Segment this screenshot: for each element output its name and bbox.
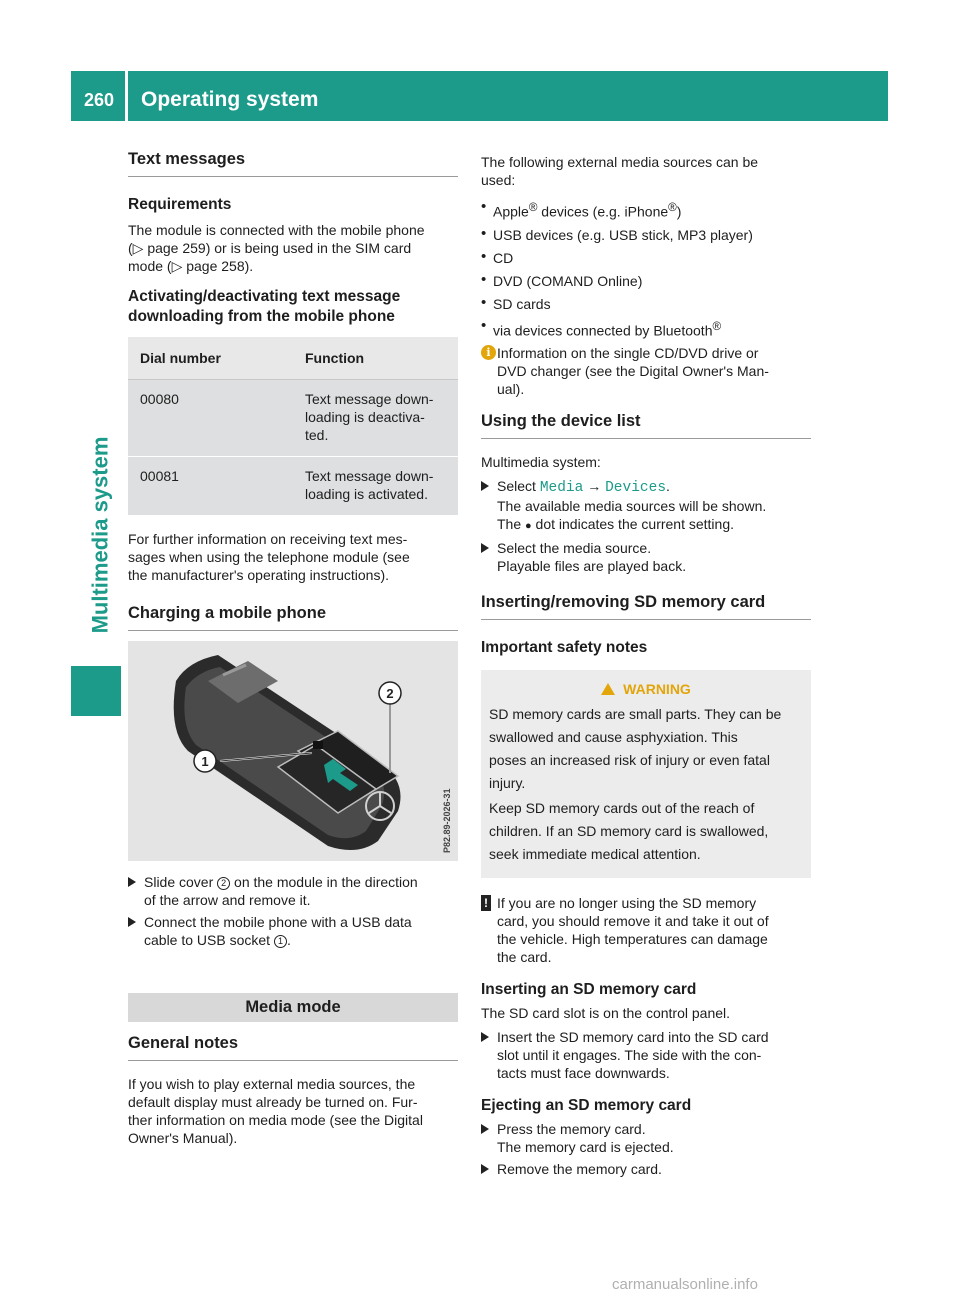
step-select-devices	[481, 477, 811, 535]
text-line: Insert the SD memory card into the SD card	[497, 1029, 769, 1046]
heading-general-notes: General notes	[128, 1034, 458, 1061]
text-run: cable to USB socket	[144, 932, 274, 948]
table-header-row	[128, 337, 458, 380]
text-line: If you wish to play external media sources, the	[128, 1076, 416, 1092]
text-line: card, you should remove it and take it out of	[497, 913, 769, 930]
footer-watermark: carmanualsonline.info	[612, 1276, 758, 1293]
step-arrow-icon	[481, 543, 489, 553]
heading-activating	[128, 287, 458, 327]
dial-number-table	[128, 337, 458, 516]
info-icon: i	[481, 345, 496, 360]
step-select-source	[481, 539, 811, 575]
text-run: devices (e.g. iPhone	[537, 203, 669, 220]
table-row	[128, 380, 458, 457]
cell-line: Text message down-	[305, 391, 434, 407]
list-item: • CD	[481, 249, 811, 267]
cell-line: loading is deactiva-	[305, 409, 425, 425]
heading-safety-notes: Important safety notes	[481, 639, 648, 657]
section-side-label	[76, 420, 124, 650]
text-line: Playable files are played back.	[497, 558, 687, 575]
table-header-cell: Dial number	[128, 337, 293, 380]
text-line: seek immediate medical attention.	[489, 846, 701, 863]
text-line: of the arrow and remove it.	[144, 892, 311, 908]
table-cell: 00080	[128, 380, 293, 457]
section-tab-marker	[71, 666, 121, 716]
step-arrow-icon	[128, 877, 136, 887]
text-line: For further information on receiving text mes-	[128, 531, 408, 547]
step-remove-card	[481, 1160, 811, 1178]
text-line: poses an increased risk of injury or even fatal	[489, 752, 770, 769]
text-line: swallowed and cause asphyxiation. This	[489, 729, 738, 746]
text-line: slot until it engages. The side with the con-	[497, 1047, 762, 1064]
text-line: injury.	[489, 775, 526, 792]
step-connect-usb	[128, 913, 458, 949]
text-line: If you are no longer using the SD memory	[497, 895, 757, 912]
text-line: Owner's Manual).	[128, 1130, 238, 1146]
image-code: P82.89-2026-31	[442, 788, 452, 853]
text-run: Apple	[493, 203, 529, 220]
warning-text	[489, 797, 803, 866]
text-line: Select the media source.	[497, 540, 652, 557]
text-line: used:	[481, 172, 516, 188]
step-press-card	[481, 1120, 811, 1156]
exclamation-icon: !	[481, 895, 491, 911]
text-line: The memory card is ejected.	[497, 1139, 674, 1156]
heading-sd-card: Inserting/removing SD memory card	[481, 593, 811, 620]
text-line: children. If an SD memory card is swallowed,	[489, 823, 769, 840]
media-sources-intro	[481, 153, 811, 189]
arrow-right-icon: →	[583, 478, 606, 495]
registered-mark: ®	[668, 201, 677, 214]
right-column	[481, 153, 811, 1182]
text-line: The following external media sources can be	[481, 154, 759, 170]
callout-2-label: 2	[386, 686, 394, 701]
table-cell	[293, 457, 458, 516]
page-reference-link[interactable]: mode (▷ page 258).	[128, 258, 254, 274]
text-line: Information on the single CD/DVD drive or	[497, 345, 759, 362]
text-line: default display must already be turned on. Fur-	[128, 1094, 418, 1110]
heading-text-messages: Text messages	[128, 150, 458, 177]
table-row	[128, 457, 458, 516]
step-arrow-icon	[481, 1124, 489, 1134]
heading-charging: Charging a mobile phone	[128, 604, 458, 631]
menu-item-devices[interactable]: Devices	[605, 480, 667, 497]
left-column	[128, 150, 458, 1153]
table-cell	[293, 380, 458, 457]
text-line: The available media sources will be shown.	[497, 498, 767, 515]
list-item: • SD cards	[481, 295, 811, 313]
list-item: • USB devices (e.g. USB stick, MP3 player)	[481, 226, 811, 244]
text-run: Select	[497, 478, 540, 495]
step-slide-cover	[128, 873, 458, 909]
callout-ref-1: 1	[274, 935, 287, 948]
heading-device-list: Using the device list	[481, 412, 811, 439]
warning-text	[489, 703, 803, 795]
page-number: 260	[84, 90, 115, 110]
text-line: the vehicle. High temperatures can damage	[497, 931, 768, 948]
charging-module-illustration	[128, 641, 458, 861]
heading-inserting-sd: Inserting an SD memory card	[481, 981, 697, 999]
text-run: on the module in the direction	[230, 874, 418, 890]
insert-intro: The SD card slot is on the control panel.	[481, 1005, 731, 1022]
text-run: )	[676, 203, 682, 220]
registered-mark: ®	[528, 201, 538, 214]
cell-line: loading is activated.	[305, 486, 428, 502]
text-line: the card.	[497, 949, 552, 966]
text-run: dot indicates the current setting.	[531, 516, 735, 533]
text-line: the manufacturer's operating instructions).	[128, 567, 390, 583]
step-arrow-icon	[128, 917, 136, 927]
menu-item-media[interactable]: Media	[539, 480, 584, 497]
step-insert-card	[481, 1028, 811, 1082]
text-run: .	[286, 932, 291, 948]
caution-note	[481, 894, 811, 966]
info-note	[481, 344, 811, 398]
text-run: .	[666, 478, 670, 495]
text-line: sages when using the telephone module (see	[128, 549, 410, 565]
text-line: ual).	[497, 381, 525, 398]
text-run: Slide cover	[144, 874, 218, 890]
list-item: • DVD (COMAND Online)	[481, 272, 811, 290]
text-line: SD memory cards are small parts. They can be	[489, 706, 782, 723]
heading-line: Activating/deactivating text message	[128, 288, 401, 305]
table-header-cell: Function	[293, 337, 458, 380]
list-item	[481, 318, 811, 340]
device-list-intro: Multimedia system:	[481, 454, 601, 471]
text-run: The	[497, 516, 526, 533]
page-title: Operating system	[141, 88, 319, 111]
text-line: ther information on media mode (see the Digital	[128, 1112, 423, 1128]
module-drawing	[128, 641, 458, 861]
step-arrow-icon	[481, 481, 489, 491]
text-line: The module is connected with the mobile phone	[128, 222, 425, 238]
heading-line: downloading from the mobile phone	[128, 308, 395, 325]
section-band-media-mode: Media mode	[128, 993, 458, 1022]
warning-triangle-icon	[601, 683, 615, 695]
heading-ejecting-sd: Ejecting an SD memory card	[481, 1097, 692, 1115]
side-label-text: Multimedia system	[87, 436, 112, 634]
requirements-text	[128, 221, 458, 275]
dot-indicator-icon: ●	[525, 520, 532, 533]
step-arrow-icon	[481, 1032, 489, 1042]
step-arrow-icon	[481, 1164, 489, 1174]
list-item	[481, 199, 811, 221]
text-line: Press the memory card.	[497, 1121, 646, 1138]
further-info-text	[128, 530, 458, 584]
page-reference-link[interactable]: (▷ page 259) or is being used in the SIM card	[128, 240, 412, 256]
warning-box	[481, 670, 811, 878]
cell-line: ted.	[305, 427, 329, 443]
heading-requirements: Requirements	[128, 196, 232, 213]
table-cell: 00081	[128, 457, 293, 516]
text-line: Connect the mobile phone with a USB data	[144, 914, 412, 930]
cell-line: Text message down-	[305, 468, 434, 484]
text-line: Keep SD memory cards out of the reach of	[489, 800, 755, 817]
callout-ref-2: 2	[217, 877, 230, 890]
registered-mark: ®	[712, 319, 722, 333]
callout-1-label: 1	[201, 754, 209, 769]
header-divider	[125, 71, 128, 121]
warning-label: WARNING	[623, 681, 691, 698]
text-line: DVD changer (see the Digital Owner's Man-	[497, 363, 769, 380]
general-notes-text	[128, 1075, 458, 1147]
text-line: Remove the memory card.	[497, 1161, 662, 1178]
text-run: via devices connected by Bluetooth	[493, 322, 713, 339]
warning-title	[489, 678, 803, 701]
text-line: tacts must face downwards.	[497, 1065, 670, 1082]
